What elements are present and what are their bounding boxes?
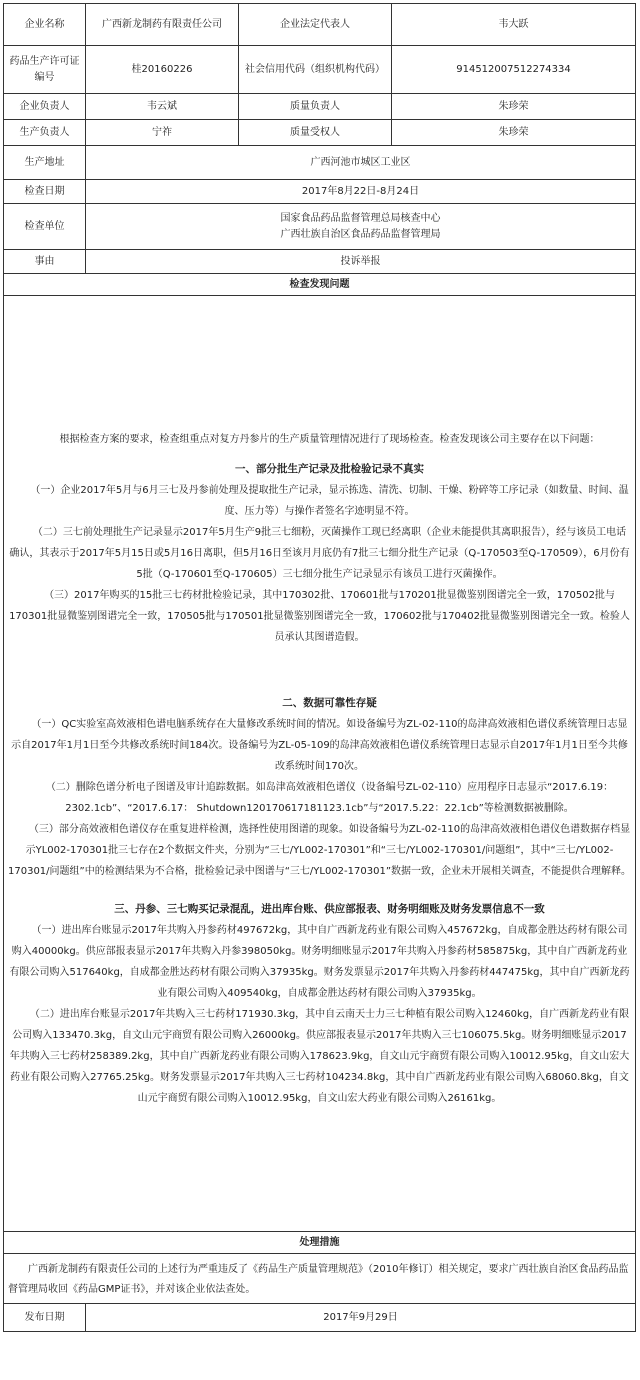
quality-auth-value: 朱珍荣 [392, 120, 636, 146]
section-3-item-1: （一）进出库台账显示2017年共购入丹参药材497672kg，其中自广西新龙药业有限公司购入457672kg，自成都金胜达药材有限公司购入40000kg。供应部报表显示2017年共购入丹参398050kg。财务明细账显示2017年共购入丹参药材585875kg，其中自广西新龙药业有限公司购入517640kg，自成都金胜达药材有限公司购入37935kg。财务发票显示2017年共购入丹参药材447475kg，其中自广西新龙药业有限公司购入409540kg，自成都金胜达药材有限公司购入37935kg。 [9, 924, 630, 999]
legal-rep-value: 韦大跃 [392, 4, 636, 46]
production-head-value: 宁祚 [86, 120, 239, 146]
row-inspect-unit [4, 204, 636, 250]
quality-head-value: 朱珍荣 [392, 94, 636, 120]
row-company-head [4, 94, 636, 120]
inspection-table [3, 3, 636, 1332]
inspect-unit-line-1: 国家食品药品监督管理总局核查中心 [280, 212, 441, 224]
company-name-value: 广西新龙制药有限责任公司 [86, 4, 239, 46]
row-reason [4, 250, 636, 274]
row-measures-title [4, 1232, 636, 1254]
reason-value: 投诉举报 [86, 250, 636, 274]
address-value: 广西河池市城区工业区 [86, 146, 636, 180]
row-inspect-date [4, 180, 636, 204]
row-production-head [4, 120, 636, 146]
section-2-item-2: （二）删除色谱分析电子图谱及审计追踪数据。如岛津高效液相色谱仪（设备编号ZL-02-110）应用程序日志显示“2017.6.19：2302.1cb”、“2017.6.17： Shutdown120170617181123.1cb”与“2017.5.22：22.1cb”等检测数据被删除。 [45, 781, 614, 814]
company-head-value: 韦云斌 [86, 94, 239, 120]
section-2-item-3: （三）部分高效液相色谱仪存在重复进样检测，选择性使用图谱的现象。如设备编号为ZL-02-110的岛津高效液相色谱仪色谱数据存档显示YL002-170301批三七存在2个数据文件夹，分别为“三七/YL002-170301”和“三七/YL002-170301/问题组”，其中“三七/YL002-170301/问题组”中的检测结果为不合格，批检验记录中图谱与“三七/YL002-170301”数据一致，企业未开展相关调查，不能提供合理解释。 [8, 823, 632, 877]
company-name-label: 企业名称 [4, 4, 86, 46]
credit-code-value: 914512007512274334 [392, 46, 636, 94]
findings-title: 检查发现问题 [4, 274, 636, 296]
production-head-label: 生产负责人 [4, 120, 86, 146]
section-1-heading: 一、部分批生产记录及批检验记录不真实 [235, 462, 424, 475]
reason-label: 事由 [4, 250, 86, 274]
row-publish [4, 1304, 636, 1332]
inspect-unit-label: 检查单位 [4, 204, 86, 250]
section-1-item-2: （二）三七前处理批生产记录显示2017年5月生产9批三七细粉，灭菌操作工现已经离职（企业未能提供其离职报告），经与该员工电话确认，其表示于2017年5月15日或5月16日离职，但5月16日至该月月底仍有7批三七细分批生产记录（Q-170503至Q-170509），6月份有5批（Q-170601至Q-170605）三七细分批生产记录显示有该员工进行灭菌操作。 [9, 526, 630, 580]
section-3-heading: 三、丹参、三七购买记录混乱，进出库台账、供应部报表、财务明细账及财务发票信息不一致 [114, 902, 545, 915]
inspect-unit-value [86, 204, 636, 250]
measures-title: 处理措施 [4, 1232, 636, 1254]
row-company-name [4, 4, 636, 46]
quality-head-label: 质量负责人 [239, 94, 392, 120]
measures-body [4, 1254, 636, 1304]
row-license [4, 46, 636, 94]
inspect-date-value: 2017年8月22日-8月24日 [86, 180, 636, 204]
section-2-item-1: （一）QC实验室高效液相色谱电脑系统存在大量修改系统时间的情况。如设备编号为ZL-02-110的岛津高效液相色谱仪系统管理日志显示自2017年1月1日至今共修改系统时间184次。设备编号为ZL-05-109的岛津高效液相色谱仪系统管理日志显示自2017年1月1日至今共修改系统时间170次。 [11, 718, 628, 772]
address-label: 生产地址 [4, 146, 86, 180]
findings-intro: 根据检查方案的要求，检查组重点对复方丹参片的生产质量管理情况进行了现场检查。检查发现该公司主要存在以下问题： [59, 433, 600, 445]
inspect-date-label: 检查日期 [4, 180, 86, 204]
inspect-unit-line-2: 广西壮族自治区食品药品监督管理局 [280, 228, 441, 240]
credit-code-label: 社会信用代码（组织机构代码） [239, 46, 392, 94]
publish-date: 2017年9月29日 [86, 1304, 636, 1332]
legal-rep-label: 企业法定代表人 [239, 4, 392, 46]
row-address [4, 146, 636, 180]
row-findings-title [4, 274, 636, 296]
quality-auth-label: 质量受权人 [239, 120, 392, 146]
company-head-label: 企业负责人 [4, 94, 86, 120]
section-3-item-2: （二）进出库台账显示2017年共购入三七药材171930.3kg，其中自云南天士力三七种植有限公司购入12460kg，自广西新龙药业有限公司购入133470.3kg，自文山元宇商贸有限公司购入26000kg。供应部报表显示2017年共购入三七106075.5kg。财务明细账显示2017年共购入三七药材258389.2kg，其中自广西新龙药业有限公司购入178623.9kg，自文山元宇商贸有限公司购入10012.95kg，自文山宏大药业有限公司购入27765.25kg。财务发票显示2017年共购入三七药材104234.8kg，其中自广西新龙药业有限公司购入68060.8kg，自文山元宇商贸有限公司购入10012.95kg，自文山宏大药业有限公司购入26161kg。 [9, 1008, 630, 1104]
license-label: 药品生产许可证编号 [4, 46, 86, 94]
license-value: 桂20160226 [86, 46, 239, 94]
section-2-heading: 二、数据可靠性存疑 [282, 696, 377, 709]
row-findings-body [4, 296, 636, 1232]
publish-label: 发布日期 [4, 1304, 86, 1332]
measures-text: 广西新龙制药有限责任公司的上述行为严重违反了《药品生产质量管理规范》（2010年修订）相关规定，要求广西壮族自治区食品药品监督管理局收回《药品GMP证书》，并对该企业依法查处。 [8, 1263, 629, 1295]
findings-body [4, 296, 636, 1232]
row-measures-body [4, 1254, 636, 1304]
section-1-item-3: （三）2017年购买的15批三七药材批检验记录，其中170302批、170601批与170201批显微鉴别图谱完全一致，170502批与170301批显微鉴别图谱完全一致，170505批与170501批显微鉴别图谱完全一致，170602批与170402批显微鉴别图谱完全一致。检验人员承认其图谱造假。 [9, 589, 630, 643]
section-1-item-1: （一）企业2017年5月与6月三七及丹参前处理及提取批生产记录，显示拣选、清洗、切制、干燥、粉碎等工序记录（如数量、时间、温度、压力等）与操作者签名字迹明显不符。 [30, 484, 629, 517]
